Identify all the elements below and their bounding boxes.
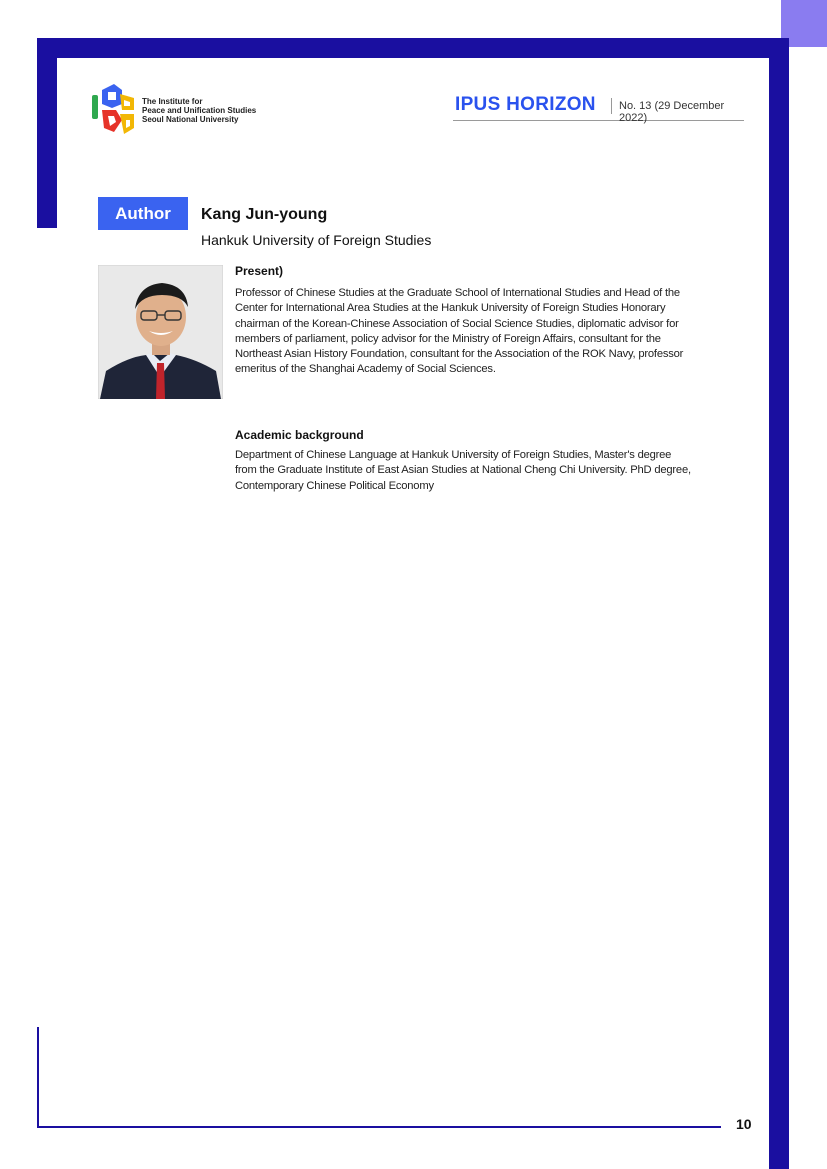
author-photo	[98, 265, 223, 399]
ipus-logo-icon	[90, 84, 138, 138]
frame-left-bar	[37, 38, 57, 228]
author-badge: Author	[98, 197, 188, 230]
academic-heading: Academic background	[235, 428, 364, 442]
publication-title: IPUS HORIZON	[455, 94, 596, 115]
footer-horizontal-rule	[37, 1126, 721, 1128]
author-name: Kang Jun-young	[201, 206, 328, 223]
frame-right-bar	[769, 38, 789, 1169]
footer-vertical-rule	[37, 1027, 39, 1127]
institute-name: The Institute for Peace and Unification Studies Seoul National University	[142, 97, 257, 124]
author-affiliation: Hankuk University of Foreign Studies	[201, 232, 432, 248]
institute-logo	[90, 84, 270, 138]
present-heading: Present)	[235, 264, 284, 278]
frame-top-bar	[37, 38, 789, 58]
header-separator	[611, 98, 612, 114]
issue-info: No. 13 (29 December 2022)	[619, 100, 725, 124]
page-number: 10	[736, 1116, 752, 1132]
academic-text: Department of Chinese Language at Hankuk University of Foreign Studies, Master's degree from the Graduate Institute of East Asian Studies at National Cheng Chi University. PhD degree, Contemporary Chinese Political Economy	[235, 449, 691, 492]
publication-header	[453, 94, 744, 124]
present-text: Professor of Chinese Studies at the Graduate School of International Studies and Head of the Center for International Area Studies at the Hankuk University of Foreign Studies Honorary chairman of the Korean-Chinese Association of Social Science Studies, diplomatic advisor for members of parliament, policy advisor for the Ministry of Foreign Affairs, consultant for the Northeast Asian History Foundation, consultant for the Association of the ROK Navy, professor emeritus of the Shanghai Academy of Social Sciences.	[235, 287, 684, 376]
